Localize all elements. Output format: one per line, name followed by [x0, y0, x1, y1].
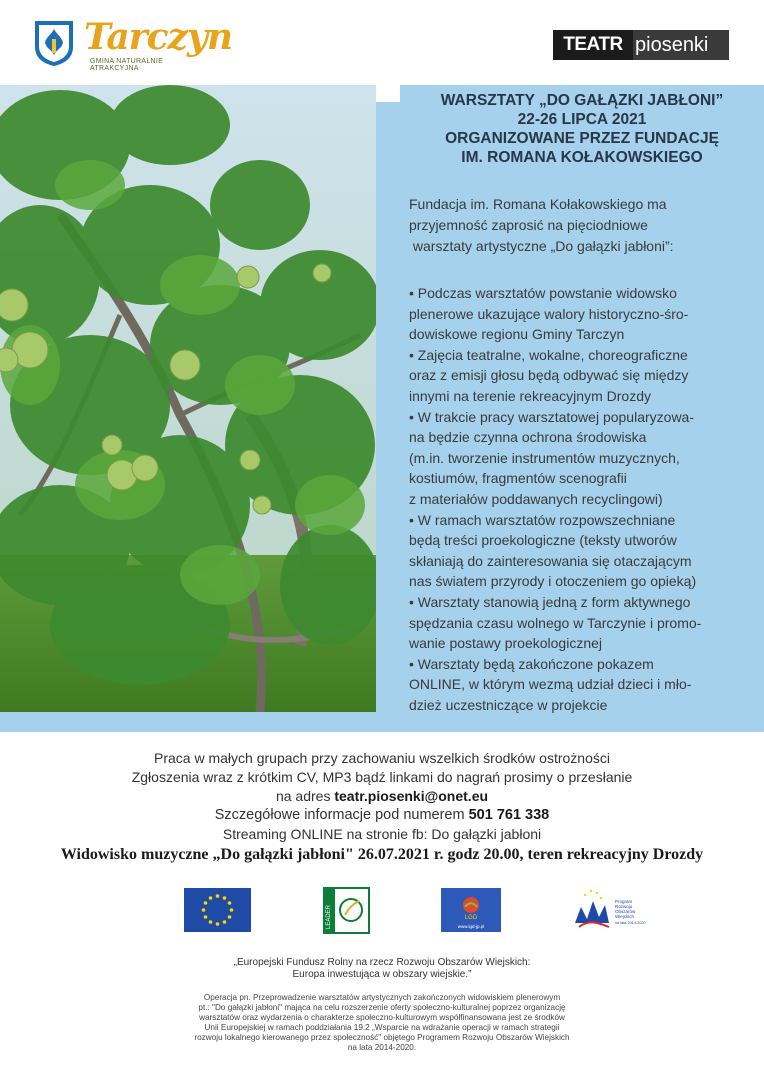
prow-text: na lata 2014-2020: [615, 921, 646, 925]
bullet-line: dzież uczestniczące w projekcie: [409, 696, 608, 713]
title-line-1: WARSZTATY „DO GAŁĄZKI JABŁONI”: [440, 92, 724, 109]
lgd-logo-url: www.lgd-jp.pl: [457, 924, 485, 929]
bullet-line: na będzie czynna ochrona środowiska: [409, 429, 647, 446]
quote-line: Europa inwestująca w obszary wiejskie.”: [292, 969, 472, 980]
bullet-item: [409, 283, 754, 345]
quote-line: „Europejski Fundusz Rolny na rzecz Rozwoju Obszarów Wiejskich:: [233, 957, 531, 968]
info-line: [0, 787, 764, 806]
bullet-line: skłaniają do zainteresowania się otaczającym: [409, 552, 692, 569]
tarczyn-crest-icon: [33, 19, 75, 67]
email-prefix: na adres: [275, 788, 335, 804]
fine-line: warsztatów oraz wydarzenia o charakterze społeczno-kulturowym współfinansowana jest ze środków: [199, 1013, 565, 1022]
leader-logo-text: LEADER: [326, 904, 332, 929]
contact-info: [0, 749, 764, 844]
bullet-line: spędzania czasu wolnego w Tarczynie i promo-: [409, 614, 702, 631]
bullet-line: innymi na terenie rekreacyjnym Drozdy: [409, 387, 651, 404]
tarczyn-logo-word: Tarczyn: [84, 16, 233, 58]
intro-paragraph: [409, 194, 754, 257]
bullet-line: nas światem przyrody i otoczeniem go opieką): [409, 573, 697, 590]
prow-text: Rozwoju: [615, 904, 633, 909]
fine-line: rozwoju lokalnego kierowanego przez społeczność" objętego Programem Rozwoju Obszarów Wiejskich: [194, 1033, 570, 1042]
bullet-line: • Zajęcia teatralne, wokalne, choreograficzne: [409, 346, 688, 363]
tarczyn-logo: [80, 16, 233, 72]
apple-tree-photo: [0, 85, 376, 712]
bullet-line: • Warsztaty stanowią jedną z form aktywnego: [409, 593, 691, 610]
intro-line: warsztaty artystyczne „Do gałązki jabłoni”:: [409, 238, 674, 254]
title-line-3: ORGANIZOWANE PRZEZ FUNDACJĘ: [445, 130, 719, 147]
bullet-item: [409, 407, 754, 510]
teatr-piosenki-logo: [553, 30, 729, 60]
bullet-item: [409, 654, 754, 716]
prow-text: Wiejskich: [615, 914, 635, 919]
bullet-line: • W ramach warsztatów rozpowszechniane: [409, 511, 676, 528]
phone-number: 501 761 338: [468, 807, 550, 823]
bullet-list: [409, 283, 754, 715]
info-line: Zgłoszenia wraz z krótkim CV, MP3 bądź linkami do nagrań prosimy o przesłanie: [131, 769, 633, 785]
panel-notch: [376, 85, 400, 102]
phone-prefix: Szczegółowe informacje pod numerem: [214, 807, 469, 823]
bullet-line: wanie postawy proekologicznej: [409, 635, 602, 652]
info-line: Praca w małych grupach przy zachowaniu wszelkich środków ostrożności: [154, 750, 610, 766]
intro-line: przyjemność zaprosić na pięciodniowe: [409, 217, 648, 233]
bullet-item: [409, 510, 754, 592]
fine-line: na lata 2014-2020.: [347, 1043, 417, 1052]
lgd-logo-text: LGD: [464, 915, 478, 921]
bullet-line: (m.in. tworzenie instrumentów muzycznych,: [409, 449, 680, 466]
lgd-logo: [441, 888, 501, 932]
title-line-4: IM. ROMANA KOŁAKOWSKIEGO: [461, 149, 703, 166]
fine-line: Operacja pn. Przeprowadzenie warsztatów artystycznych zakończonych widowiskiem plenerowym: [203, 993, 561, 1002]
bullet-line: z materiałów poddawanych recyclingowi): [409, 490, 663, 507]
tarczyn-logo-tagline: GMINA NATURALNIE ATRAKCYJNA: [90, 58, 164, 72]
fine-line: Unii Europejskiej w ramach poddziałania 19.2 „Wsparcie na wdrażanie operacji w ramach strategii: [204, 1023, 560, 1032]
email-link[interactable]: teatr.piosenki@onet.eu: [334, 788, 489, 804]
eafrd-quote: [150, 957, 614, 981]
bullet-item: [409, 345, 754, 407]
fine-line: pt.: "Do gałązki jabłoni" mająca na celu rozszerzenie oferty społeczno-kulturalnej poprzez organizację: [198, 1003, 566, 1012]
leader-logo: [323, 887, 370, 934]
bullet-line: • Warsztaty będą zakończone pokazem: [409, 655, 654, 672]
info-line: [0, 806, 764, 825]
bullet-line: kostiumów, fragmentów scenografii: [409, 470, 627, 487]
prow-text: Obszarów: [615, 909, 636, 914]
bullet-line: ONLINE, w którym wezmą udział dzieci i mło-: [409, 676, 692, 693]
bullet-line: • W trakcie pracy warsztatowej popularyzowa-: [409, 408, 694, 425]
funding-fine-print: [186, 993, 578, 1053]
bullet-item: [409, 592, 754, 654]
bullet-line: dowiskowe regionu Gminy Tarczyn: [409, 326, 625, 343]
prow-logo: [571, 883, 647, 935]
workshop-title: [400, 91, 764, 167]
bullet-line: będą treści proekologiczne (teksty utworów: [409, 532, 677, 549]
bullet-line: oraz z emisji głosu będą odbywać się między: [409, 367, 689, 384]
intro-line: Fundacja im. Romana Kołakowskiego ma: [409, 196, 667, 212]
teatr-logo-part2: piosenki: [633, 30, 729, 60]
title-line-2: 22-26 LIPCA 2021: [517, 111, 647, 128]
bullet-line: • Podczas warsztatów powstanie widowsko: [409, 285, 677, 301]
prow-text: Program: [615, 899, 633, 904]
show-announcement: Widowisko muzyczne „Do gałązki jabłoni" 26.07.2021 r. godz 20.00, teren rekreacyjny Drozdy: [60, 846, 704, 863]
bullet-line: plenerowe ukazujące walory historyczno-śro-: [409, 305, 689, 322]
teatr-logo-part1: TEATR: [553, 30, 633, 60]
info-line: Streaming ONLINE na stronie fb: Do gałązki jabłoni: [222, 826, 542, 842]
eu-flag-icon: [184, 888, 251, 932]
